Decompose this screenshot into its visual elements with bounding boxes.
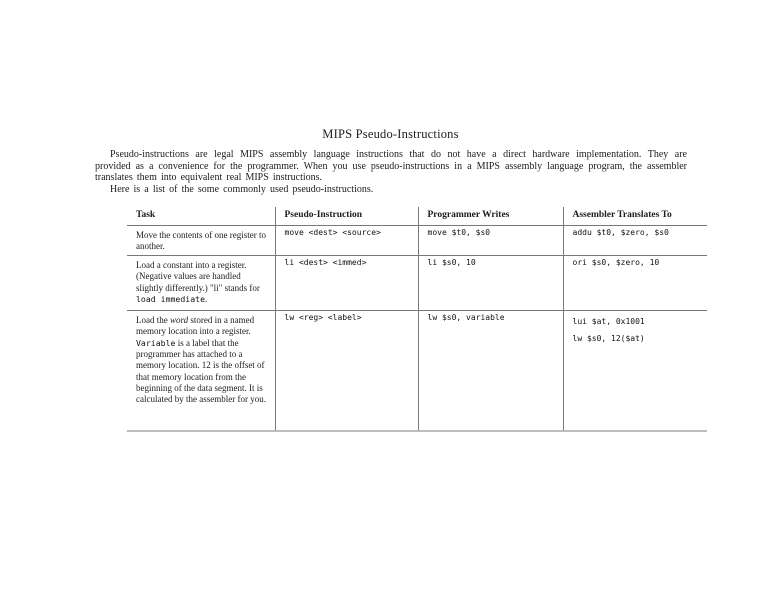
code-text: ori $s0, $zero, 10 — [572, 258, 660, 268]
pseudo-instruction-cell — [275, 311, 418, 431]
pseudo-instruction-cell — [275, 256, 418, 311]
task-text-italic: word — [170, 315, 189, 326]
task-text: . — [205, 293, 208, 304]
task-cell — [127, 225, 275, 256]
column-header-task: Task — [127, 207, 275, 225]
code-text: move $t0, $s0 — [427, 227, 491, 237]
code-text: move <dest> <source> — [284, 227, 381, 237]
assembler-translates-cell — [563, 225, 707, 256]
table-row-move — [127, 225, 707, 256]
task-text: Load a constant into a register. (Negative values are handled slightly differently.) "li" stands for — [136, 260, 260, 293]
intro-text-block — [95, 149, 687, 195]
task-text: stored in a named memory location into a register. — [136, 315, 255, 337]
table-row-lw — [127, 311, 707, 431]
column-header-assembler-translates-to: Assembler Translates To — [563, 207, 707, 225]
task-text: is a label that the programmer has attached to a memory location. 12 is the offset of that memory location from the beginning of the data segment. It is calculated by the assembler for you. — [136, 337, 266, 405]
page-title: MIPS Pseudo-Instructions — [322, 127, 459, 141]
code-text: li <dest> <immed> — [284, 258, 367, 268]
assembler-translates-cell — [563, 256, 707, 311]
column-header-programmer-writes: Programmer Writes — [418, 207, 563, 225]
code-text: lw <reg> <label> — [284, 313, 362, 323]
task-text-mono: load immediate — [136, 293, 206, 304]
code-line-1: lui $at, 0x1001 — [572, 317, 645, 327]
task-text: Load the — [136, 315, 170, 326]
assembler-translates-cell — [563, 311, 707, 431]
pseudo-instructions-table — [127, 207, 707, 432]
list-intro-line: Here is a list of the some commonly used pseudo-instructions. — [110, 183, 374, 195]
programmer-writes-cell — [418, 256, 563, 311]
code-text: lw $s0, variable — [427, 313, 505, 323]
intro-paragraph: Pseudo-instructions are legal MIPS assembly language instructions that do not have a direct hardware implementation. They are provided as a convenience for the programmer. When you use pseudo-instructions in a MIPS assembly language program, the assembler translates them into equivalent real MIPS instructions. — [95, 149, 687, 184]
code-text: li $s0, 10 — [427, 258, 476, 268]
task-cell — [127, 311, 275, 431]
task-cell — [127, 256, 275, 311]
task-text: Move the contents of one register to another. — [136, 229, 266, 251]
table-header-row — [127, 207, 707, 225]
pseudo-instruction-cell — [275, 225, 418, 256]
table-row-li — [127, 256, 707, 311]
programmer-writes-cell — [418, 311, 563, 431]
column-header-pseudo-instruction: Pseudo-Instruction — [275, 207, 418, 225]
code-line-2: lw $s0, 12($at) — [572, 334, 645, 344]
code-text: addu $t0, $zero, $s0 — [572, 227, 669, 237]
task-text-mono: Variable — [136, 337, 176, 348]
programmer-writes-cell — [418, 225, 563, 256]
